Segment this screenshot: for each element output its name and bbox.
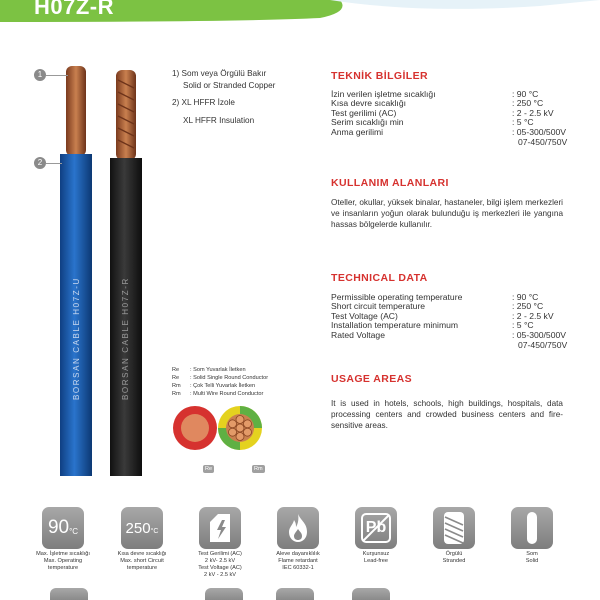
extra-icon-partial [276,588,314,600]
test-voltage-icon [199,507,241,549]
legend-row: Re : Solid Single Round Conductor [172,375,269,381]
conductor-legend [172,366,268,398]
feature-lead-free: Pb Kurşunsuz Lead-free [341,507,411,565]
construction-legend [172,68,275,126]
feature-test-voltage: Test Gerilimi (AC) 2 kV- 2.5 kV Test Voltage (AC) 2 kV - 2.5 kV [185,507,255,579]
usage-text: It is used in hotels, schools, high buildings, hospitals, data processing centers and crowded business centers and fire-sensitive areas. [331,399,563,430]
legend-row: Re : Som Yuvarlak İletken [172,367,246,373]
cable-illustration [30,60,180,480]
feature-icons-row [30,507,590,600]
short-circuit-icon: 250 °C [121,507,163,549]
model-title: H07Z-R [34,0,115,19]
legend-row: Rm : Multi Wire Round Conductor [172,391,264,397]
flame-retardant-icon [277,507,319,549]
teknik-title: TEKNİK BİLGİLER [331,70,428,82]
header-banner [0,0,600,22]
black-cable-stranded-core [116,70,136,160]
feature-short-circuit: 250 °C Kısa devre sıcaklığı Max. short Circuit temperature [107,507,177,572]
blue-cable-copper-core [66,66,86,156]
black-cable-print: BORSAN CABLE H07Z-R [121,277,130,400]
callout-2-line [46,163,62,164]
stranded-badge: Rm [254,466,263,472]
feature-solid: Som Solid [497,507,567,565]
feature-flame-retardant: Aleve dayanıklılık Flame retardant IEC 60332-1 [263,507,333,572]
feature-stranded: Örgülü Stranded [419,507,489,565]
feature-operating-temperature: 90 °C Max. İşletme sıcaklığı Max. Operating temperature [28,507,98,572]
callout-1-line [46,75,68,76]
callout-1: 1 [34,69,46,81]
solid-badge: Re [205,466,213,472]
extra-icon-partial [205,588,243,600]
solid-cross-section-icon [173,406,217,450]
extra-icon-partial [352,588,390,600]
solid-icon [511,507,553,549]
stranded-icon [433,507,475,549]
legend-row: Rm : Çok Telli Yuvarlak İletken [172,383,256,389]
construction-line-3: 2) XL HFFR İzole [172,98,235,107]
extra-icon-partial [50,588,88,600]
kullanim-title: KULLANIM ALANLARI [331,177,449,189]
callout-2: 2 [34,157,46,169]
construction-line-2: Solid or Stranded Copper [183,80,276,90]
construction-line-4: XL HFFR Insulation [183,115,255,125]
stranded-cross-section-icon [218,406,262,450]
lead-free-icon: Pb [355,507,397,549]
operating-temperature-icon: 90 °C [42,507,84,549]
blue-cable-print: BORSAN CABLE H07Z-U [72,277,81,400]
construction-line-1: 1) Som veya Örgülü Bakır [172,69,267,78]
technical-title: TECHNICAL DATA [331,272,428,284]
usage-title: USAGE AREAS [331,373,413,385]
kullanim-text: Oteller, okullar, yüksek binalar, hastaneler, bilgi işlem merkezleri ve insanların yoğun olarak bulunduğu iş merkezleri ile yangına hassas bölgelerde kullanılır. [331,198,563,229]
